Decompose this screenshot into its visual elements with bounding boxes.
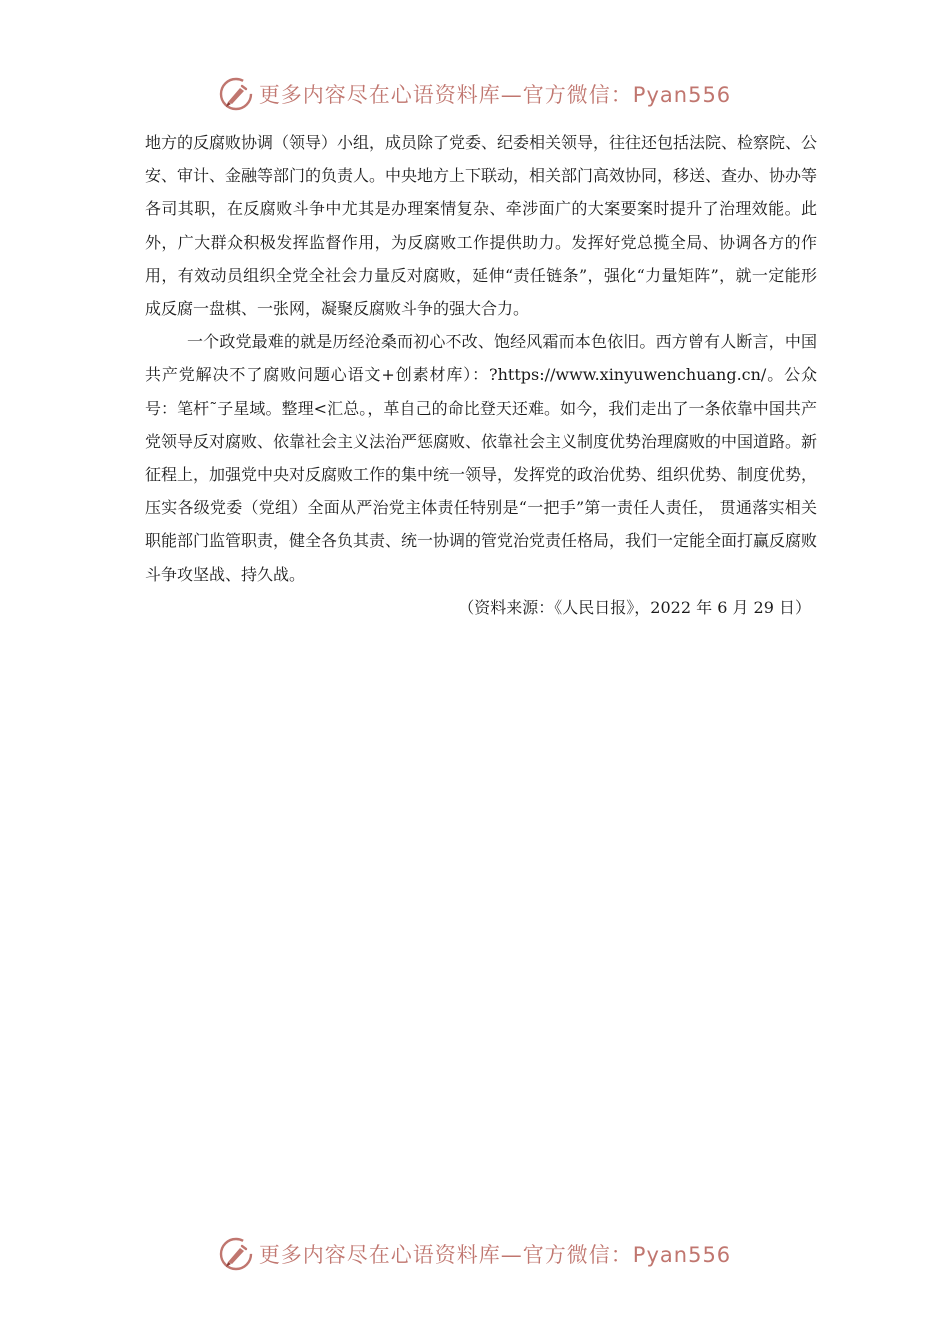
header-banner	[0, 74, 950, 114]
header-banner-text: 更多内容尽在心语资料库—官方微信：Pyan556	[258, 83, 732, 107]
article-source: （资料来源：《人民日报》，2022 年 6 月 29 日）	[458, 597, 811, 617]
article-paragraph-1: 地方的反腐败协调（领导）小组，成员除了党委、纪委相关领导，往往还包括法院、检察院、公安、审计、金融等部门的负责人。中央地方上下联动，相关部门高效协同，移送、查办、协办等各司其职，在反腐败斗争中尤其是办理案情复杂、牵涉面广的大案要案时提升了治理效能。此外，广大群众积极发挥监督作用，为反腐败工作提供助力。发挥好党总揽全局、协调各方的作用，有效动员组织全党全社会力量反对腐败，延伸“责任链条”，强化“力量矩阵”，就一定能形成反腐一盘棋、一张网，凝聚反腐败斗争的强大合力。	[145, 133, 818, 319]
pen-logo-icon	[219, 77, 253, 111]
pen-logo-icon	[219, 1237, 253, 1271]
article-body	[145, 126, 817, 624]
footer-banner-text: 更多内容尽在心语资料库—官方微信：Pyan556	[258, 1243, 732, 1267]
footer-banner	[0, 1234, 950, 1274]
article-paragraph-2: 一个政党最难的就是历经沧桑而初心不改、饱经风霜而本色依旧。西方曾有人断言，中国共产党解决不了腐败问题心语文+创素材库）：?https://www.xinyuwenchuang.cn/。公众号：笔杆˜子星域。整理<汇总。，革自己的命比登天还难。如今，我们走出了一条依靠中国共产党领导反对腐败、依靠社会主义法治严惩腐败、依靠社会主义制度优势治理腐败的中国道路。新征程上，加强党中央对反腐败工作的集中统一领导，发挥党的政治优势、组织优势、制度优势，压实各级党委（党组）全面从严治党主体责任特别是“一把手”第一责任人责任， 贯通落实相关职能部门监管职责，健全各负其责、统一协调的管党治党责任格局，我们一定能全面打赢反腐败斗争攻坚战、持久战。	[145, 332, 818, 584]
